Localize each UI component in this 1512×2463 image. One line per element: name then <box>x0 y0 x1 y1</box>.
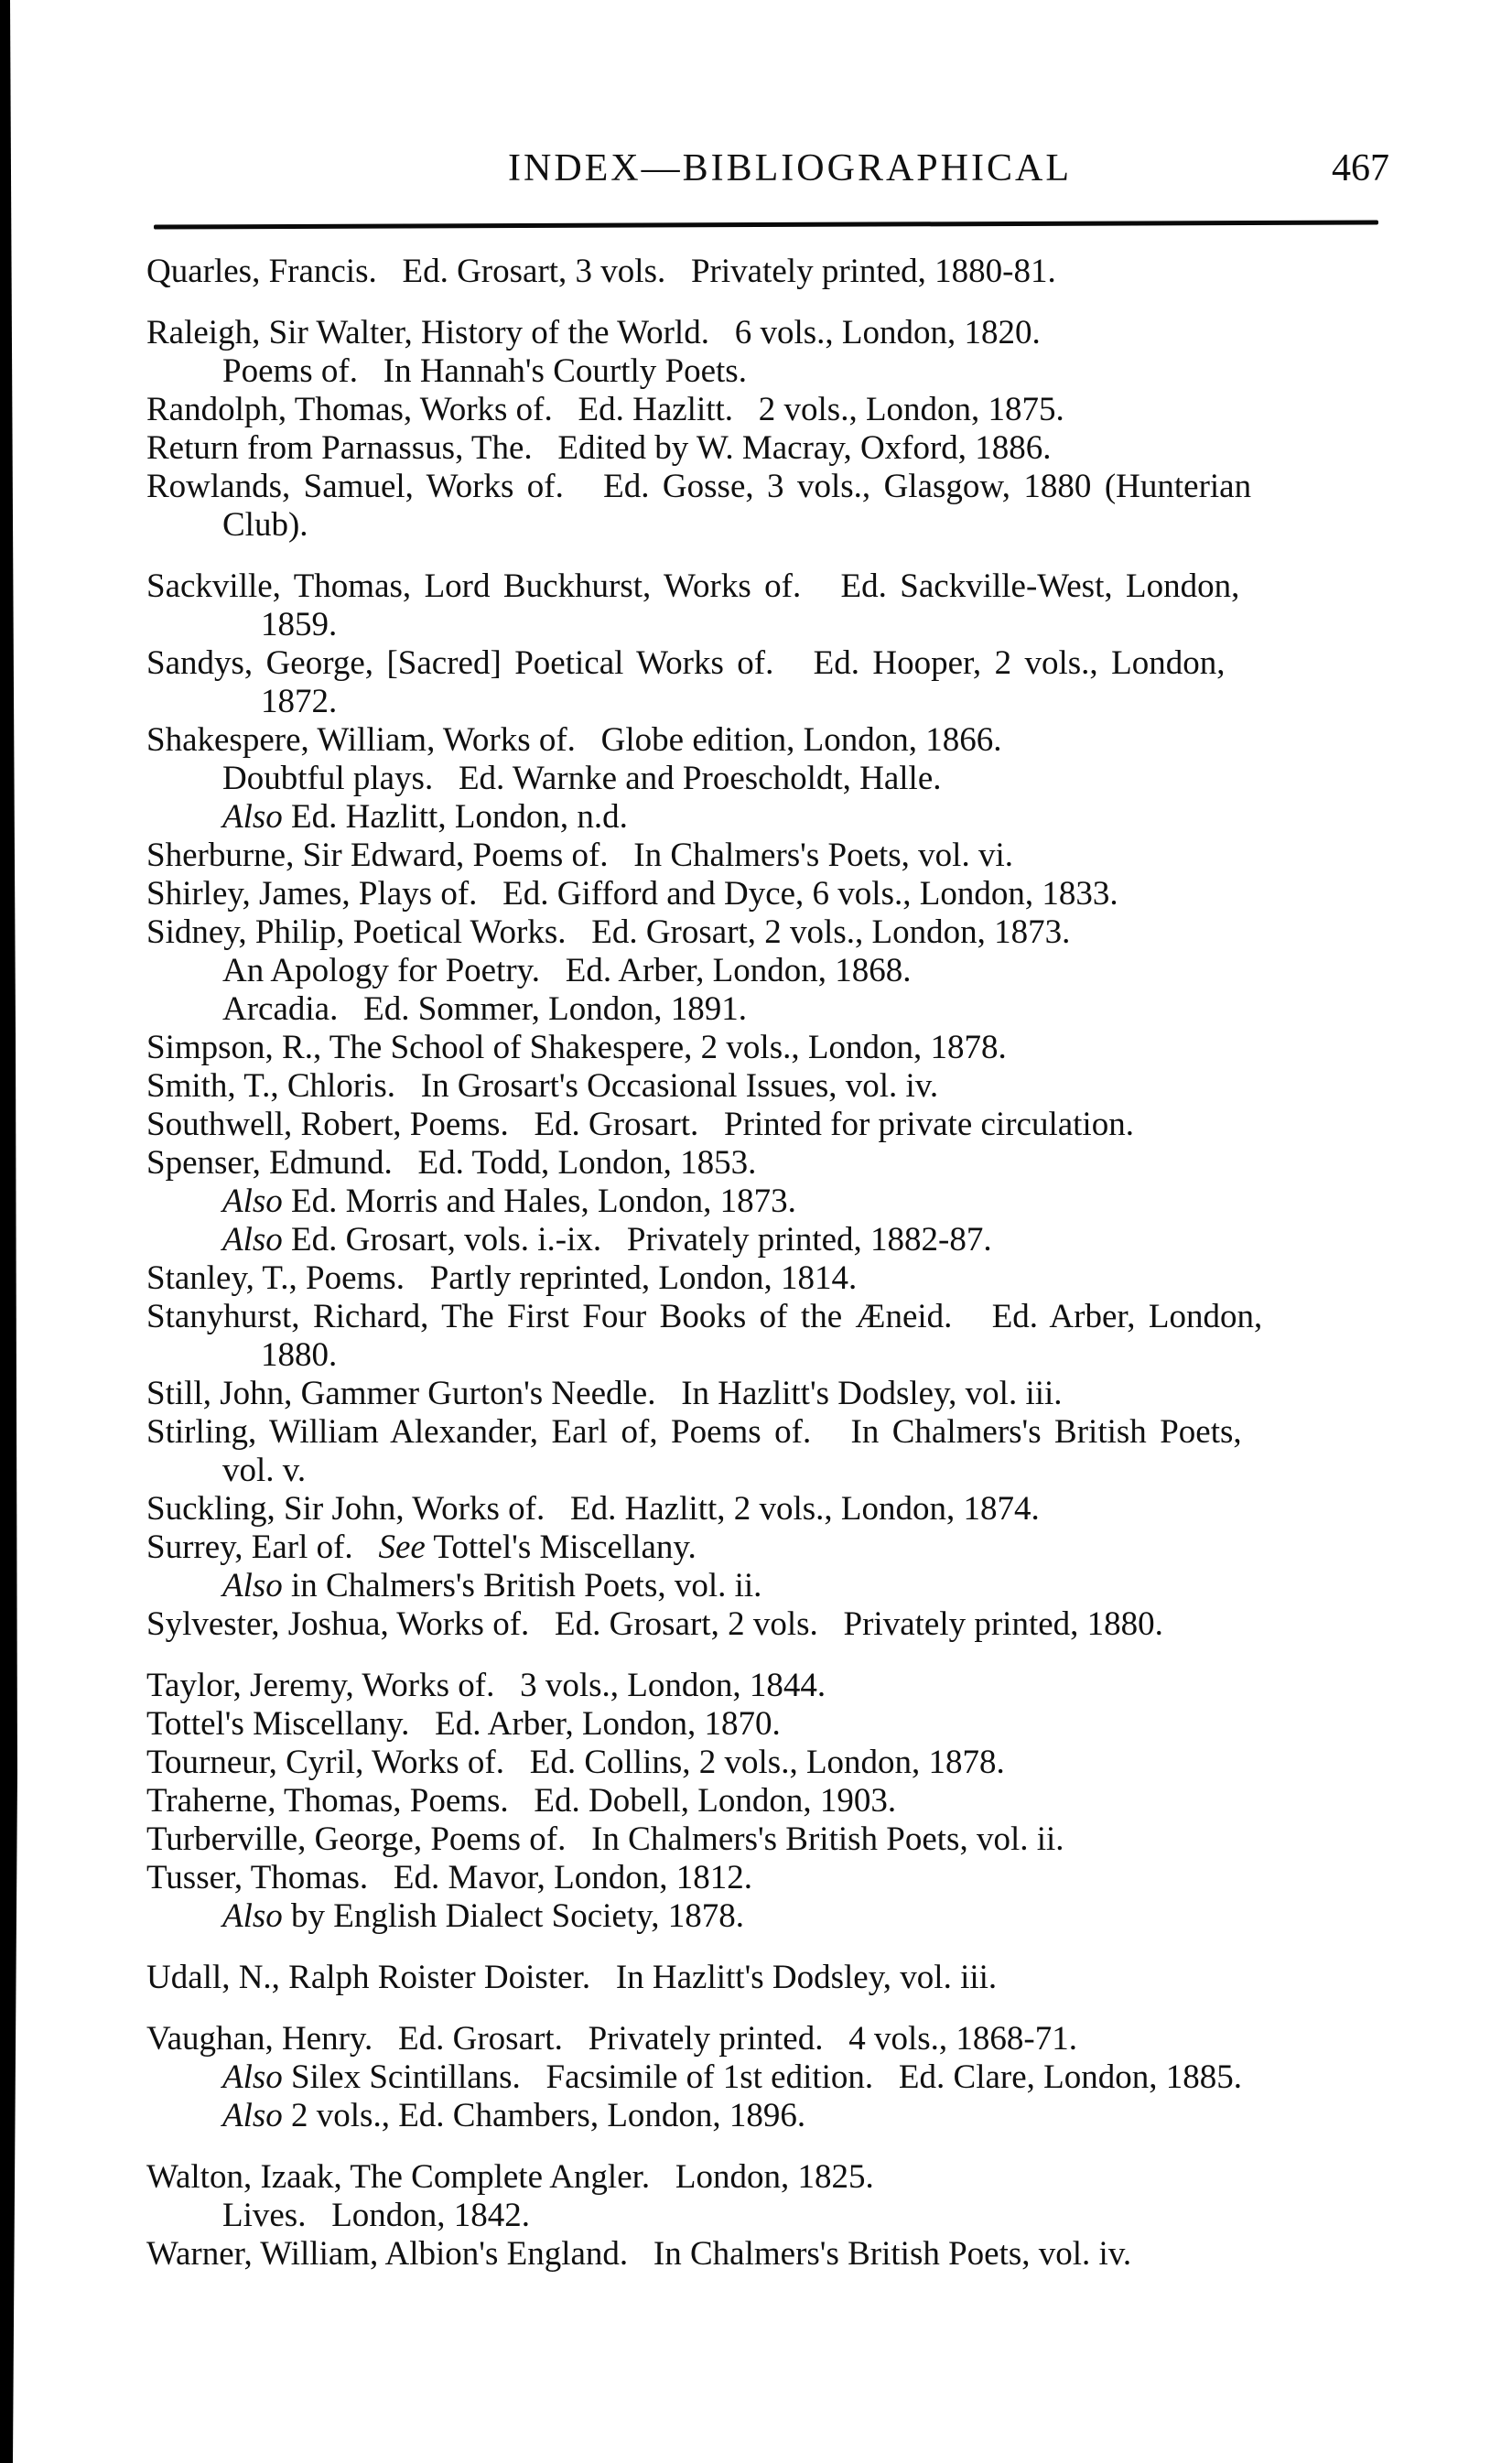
index-entry-line <box>146 2058 1446 2097</box>
entry-text: Doubtful plays. Ed. Warnke and Proescholdt, Halle. <box>222 760 942 797</box>
index-group-U <box>146 1959 1446 1997</box>
entry-text: Lives. London, 1842. <box>222 2197 531 2234</box>
entry-text: Vaughan, Henry. Ed. Grosart. Privately printed. 4 vols., 1868-71. <box>146 2020 1077 2058</box>
index-entry-line <box>146 1705 1446 1744</box>
entry-text: Ed. Grosart, vols. i.-ix. Privately printed, 1882-87. <box>282 1221 992 1259</box>
entry-text: Stanyhurst, Richard, The First Four Books of the Æneid. Ed. Arber, London, <box>146 1298 1263 1335</box>
index-entry-line <box>146 314 1446 352</box>
entry-text: Surrey, Earl of. <box>146 1529 379 1566</box>
entry-text: Silex Scintillans. Facsimile of 1st edition. Ed. Clare, London, 1885. <box>282 2058 1243 2096</box>
index-entry-line <box>146 253 1446 291</box>
index-entry-line <box>146 1336 1446 1375</box>
index-entry-line <box>146 798 1446 837</box>
index-group-W <box>146 2158 1446 2274</box>
index-entry-line <box>146 2158 1446 2197</box>
index-entry-line <box>146 1106 1446 1144</box>
entry-text: Sackville, Thomas, Lord Buckhurst, Works of. Ed. Sackville-West, London, <box>146 567 1240 605</box>
index-entry-line <box>146 1567 1446 1605</box>
entry-text: Still, John, Gammer Gurton's Needle. In Hazlitt's Dodsley, vol. iii. <box>146 1375 1063 1412</box>
entry-text: 1872. <box>261 683 338 720</box>
entry-text: Walton, Izaak, The Complete Angler. London, 1825. <box>146 2158 874 2196</box>
page-heading: INDEX—BIBLIOGRAPHICAL <box>508 147 1072 189</box>
entry-text-italic: Also <box>222 1183 283 1220</box>
index-entry-line <box>146 1820 1446 1859</box>
entry-text: Raleigh, Sir Walter, History of the World. 6 vols., London, 1820. <box>146 314 1041 351</box>
entry-text: Sherburne, Sir Edward, Poems of. In Chalmers's Poets, vol. vi. <box>146 837 1013 874</box>
index-entry-line <box>146 1667 1446 1705</box>
page-number: 467 <box>1332 147 1389 189</box>
index-entry-line <box>146 990 1446 1029</box>
index-entry-line <box>146 721 1446 760</box>
index-entry-line <box>146 1490 1446 1529</box>
index-group-T <box>146 1667 1446 1936</box>
entry-text: vol. v. <box>222 1452 307 1489</box>
entry-text-italic: See <box>378 1529 426 1566</box>
entry-text: Stanley, T., Poems. Partly reprinted, London, 1814. <box>146 1259 858 1297</box>
index-entry-line <box>146 1782 1446 1820</box>
entry-text: Simpson, R., The School of Shakespere, 2 vols., London, 1878. <box>146 1029 1007 1066</box>
entry-text: Suckling, Sir John, Works of. Ed. Hazlitt, 2 vols., London, 1874. <box>146 1490 1040 1528</box>
entry-text: 2 vols., Ed. Chambers, London, 1896. <box>282 2097 806 2134</box>
index-list <box>146 253 1446 2274</box>
entry-text: Shakespere, William, Works of. Globe edition, London, 1866. <box>146 721 1002 759</box>
entry-text: Shirley, James, Plays of. Ed. Gifford and Dyce, 6 vols., London, 1833. <box>146 875 1118 913</box>
index-entry-line <box>146 837 1446 875</box>
index-entry-line <box>146 1298 1446 1336</box>
entry-text: Ed. Morris and Hales, London, 1873. <box>282 1183 796 1220</box>
index-entry-line <box>146 644 1446 683</box>
index-entry-line <box>146 1959 1446 1997</box>
index-entry-line <box>146 1144 1446 1183</box>
entry-text: Arcadia. Ed. Sommer, London, 1891. <box>222 990 747 1028</box>
index-entry-line <box>146 2097 1446 2135</box>
entry-text: Quarles, Francis. Ed. Grosart, 3 vols. Privately printed, 1880-81. <box>146 253 1056 290</box>
entry-text: Sylvester, Joshua, Works of. Ed. Grosart, 2 vols. Privately printed, 1880. <box>146 1605 1163 1643</box>
index-entry-line <box>146 760 1446 798</box>
entry-text: Udall, N., Ralph Roister Doister. In Hazlitt's Dodsley, vol. iii. <box>146 1959 998 1996</box>
entry-text: Traherne, Thomas, Poems. Ed. Dobell, London, 1903. <box>146 1782 897 1820</box>
entry-text: Tusser, Thomas. Ed. Mavor, London, 1812. <box>146 1859 753 1896</box>
index-entry-line <box>146 391 1446 429</box>
entry-text: Return from Parnassus, The. Edited by W. Macray, Oxford, 1886. <box>146 429 1052 467</box>
entry-text: Sandys, George, [Sacred] Poetical Works of. Ed. Hooper, 2 vols., London, <box>146 644 1226 682</box>
entry-text: Stirling, William Alexander, Earl of, Poems of. In Chalmers's British Poets, <box>146 1413 1242 1451</box>
header-rule <box>154 220 1378 229</box>
entry-text-italic: Also <box>222 2058 283 2096</box>
entry-text: Tourneur, Cyril, Works of. Ed. Collins, 2 vols., London, 1878. <box>146 1744 1005 1781</box>
index-entry-line <box>146 1413 1446 1452</box>
index-entry-line <box>146 1744 1446 1782</box>
index-entry-line <box>146 567 1446 606</box>
entry-text: Southwell, Robert, Poems. Ed. Grosart. Printed for private circulation. <box>146 1106 1134 1143</box>
index-entry-line <box>146 606 1446 644</box>
entry-text: Smith, T., Chloris. In Grosart's Occasional Issues, vol. iv. <box>146 1067 939 1105</box>
entry-text: Randolph, Thomas, Works of. Ed. Hazlitt. 2 vols., London, 1875. <box>146 391 1064 428</box>
index-entry-line <box>146 1067 1446 1106</box>
entry-text-italic: Also <box>222 1221 283 1259</box>
index-entry-line <box>146 2235 1446 2274</box>
index-group-R <box>146 314 1446 545</box>
entry-text: Turberville, George, Poems of. In Chalmers's British Poets, vol. ii. <box>146 1820 1064 1858</box>
index-entry-line <box>146 683 1446 721</box>
entry-text-italic: Also <box>222 2097 283 2134</box>
index-entry-line <box>146 352 1446 391</box>
entry-text-italic: Also <box>222 798 283 836</box>
index-entry-line <box>146 1183 1446 1221</box>
entry-text: in Chalmers's British Poets, vol. ii. <box>282 1567 762 1604</box>
index-entry-line <box>146 2197 1446 2235</box>
entry-text: Spenser, Edmund. Ed. Todd, London, 1853. <box>146 1144 757 1182</box>
entry-text: Rowlands, Samuel, Works of. Ed. Gosse, 3 vols., Glasgow, 1880 (Hunterian <box>146 468 1252 505</box>
index-entry-line <box>146 913 1446 952</box>
index-group-S <box>146 567 1446 1644</box>
index-entry-line <box>146 1029 1446 1067</box>
entry-text-italic: Also <box>222 1897 283 1935</box>
index-entry-line <box>146 429 1446 468</box>
index-entry-line <box>146 875 1446 913</box>
index-entry-line <box>146 506 1446 545</box>
index-entry-line <box>146 468 1446 506</box>
scan-gutter-edge <box>0 0 17 2463</box>
index-group-Q <box>146 253 1446 291</box>
entry-text: 1859. <box>261 606 338 643</box>
entry-text: Tottel's Miscellany. <box>425 1529 697 1566</box>
entry-text: An Apology for Poetry. Ed. Arber, London, 1868. <box>222 952 912 989</box>
index-entry-line <box>146 1897 1446 1936</box>
index-entry-line <box>146 1259 1446 1298</box>
index-entry-line <box>146 2020 1446 2058</box>
entry-text: 1880. <box>261 1336 338 1374</box>
entry-text: Poems of. In Hannah's Courtly Poets. <box>222 352 747 390</box>
entry-text: Sidney, Philip, Poetical Works. Ed. Grosart, 2 vols., London, 1873. <box>146 913 1071 951</box>
page-header <box>146 146 1391 200</box>
entry-text: Club). <box>222 506 308 544</box>
index-entry-line <box>146 1605 1446 1644</box>
index-entry-line <box>146 1859 1446 1897</box>
index-entry-line <box>146 1375 1446 1413</box>
index-entry-line <box>146 1529 1446 1567</box>
entry-text: Tottel's Miscellany. Ed. Arber, London, 1870. <box>146 1705 781 1743</box>
entry-text: Warner, William, Albion's England. In Chalmers's British Poets, vol. iv. <box>146 2235 1132 2273</box>
entry-text: Taylor, Jeremy, Works of. 3 vols., London, 1844. <box>146 1667 826 1704</box>
index-entry-line <box>146 1221 1446 1259</box>
index-entry-line <box>146 952 1446 990</box>
entry-text-italic: Also <box>222 1567 283 1604</box>
index-group-V <box>146 2020 1446 2135</box>
entry-text: Ed. Hazlitt, London, n.d. <box>282 798 628 836</box>
index-entry-line <box>146 1452 1446 1490</box>
entry-text: by English Dialect Society, 1878. <box>282 1897 744 1935</box>
